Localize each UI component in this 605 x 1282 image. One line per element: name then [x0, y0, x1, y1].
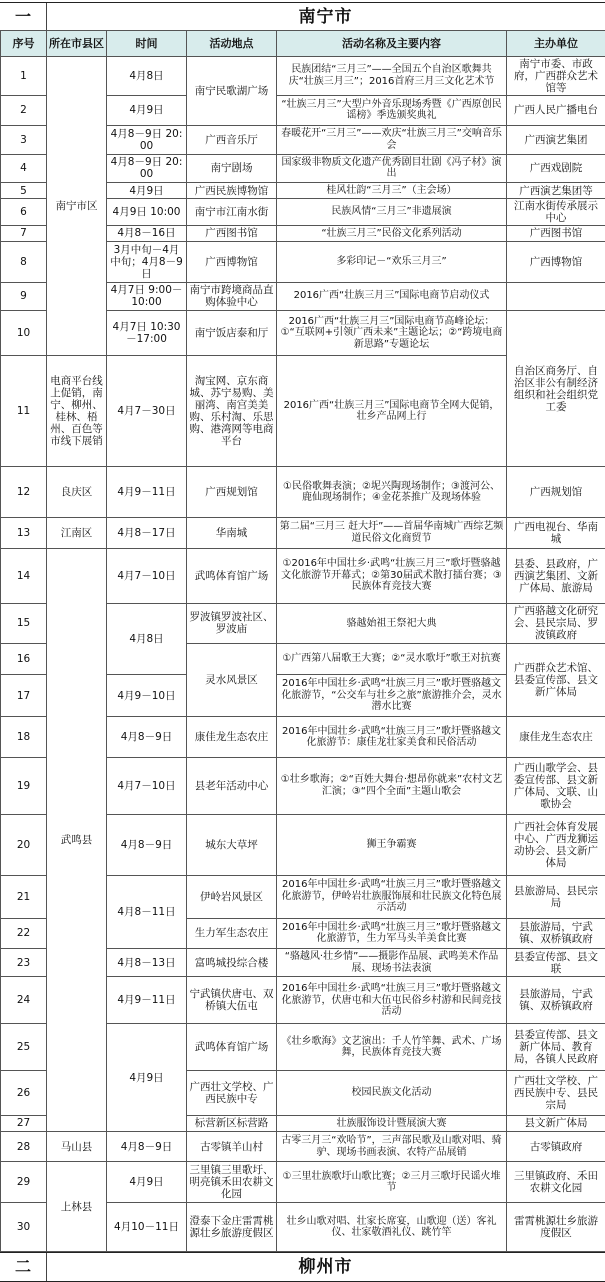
- row-place: 广西壮文学校、广西民族中专: [187, 1070, 277, 1115]
- row-organizer: 县旅游局、县民宗局: [507, 875, 605, 918]
- section-header-liuzhou: [0, 1252, 605, 1282]
- region-cell: 上林县: [47, 1162, 107, 1252]
- row-time: 4月8－17日: [107, 518, 187, 548]
- row-content: 《壮乡歌海》文艺演出：千人竹竿舞、武术、广场舞，民族体育竞技大赛: [277, 1024, 507, 1071]
- row-place: 广西民族博物馆: [187, 182, 277, 198]
- table-row: [1, 1131, 605, 1161]
- row-place: 宁武镇伏唐屯、双桥镇大伍屯: [187, 977, 277, 1024]
- row-id: 15: [1, 603, 47, 644]
- row-content: 校园民族文化活动: [277, 1070, 507, 1115]
- row-time: 4月7日 10:30－17:00: [107, 310, 187, 355]
- header-content: 活动名称及主要内容: [277, 31, 507, 57]
- row-organizer: 县文新广体局: [507, 1115, 605, 1131]
- section-city: 柳州市: [46, 1253, 605, 1281]
- row-id: 11: [1, 355, 47, 467]
- row-place: 南宁剧场: [187, 154, 277, 182]
- row-time: 4月8－13日: [107, 949, 187, 977]
- row-id: 21: [1, 875, 47, 918]
- row-content: 狮王争霸赛: [277, 814, 507, 875]
- region-cell: 武鸣县: [47, 548, 107, 1131]
- row-content: 2016年中国壮乡·武鸣“壮族三月三”歌圩暨骆越文化旅游节，“公交车与壮乡之旅”旅游推介会，灵水潜水比赛: [277, 674, 507, 717]
- row-time: 4月8－9日: [107, 814, 187, 875]
- row-organizer: 广西演艺集团等: [507, 182, 605, 198]
- row-time: 4月8日: [107, 603, 187, 674]
- row-organizer: 广西社会体育发展中心、广西龙狮运动协会、县文新广体局: [507, 814, 605, 875]
- row-id: 8: [1, 241, 47, 282]
- row-id: 25: [1, 1024, 47, 1071]
- row-id: 17: [1, 674, 47, 717]
- row-place: 古零镇羊山村: [187, 1131, 277, 1161]
- row-organizer: 广西人民广播电台: [507, 95, 605, 125]
- row-content: “壮族三月三”民俗文化系列活动: [277, 225, 507, 241]
- row-id: 12: [1, 467, 47, 518]
- row-content: 多彩印记－“欢乐三月三”: [277, 241, 507, 282]
- table-row: [1, 548, 605, 603]
- region-cell: 马山县: [47, 1131, 107, 1161]
- table-row: [1, 518, 605, 548]
- row-id: 29: [1, 1162, 47, 1203]
- row-place: 武鸣体育馆广场: [187, 1024, 277, 1071]
- row-id: 7: [1, 225, 47, 241]
- row-organizer: 古零镇政府: [507, 1131, 605, 1161]
- row-place: 南宁饭店泰和厅: [187, 310, 277, 355]
- row-place: 三里镇三里歌圩、明亮镇禾田农耕文化园: [187, 1162, 277, 1203]
- row-organizer: 广西演艺集团: [507, 126, 605, 154]
- row-time: 4月7－10日: [107, 548, 187, 603]
- header-organizer: 主办单位: [507, 31, 605, 57]
- row-place: 标营新区标营路: [187, 1115, 277, 1131]
- row-content: 第二届“三月三 赶大圩”——首届华南城广西综艺频道民俗文化商贸节: [277, 518, 507, 548]
- row-place: 罗波镇罗波社区、罗波庙: [187, 603, 277, 644]
- row-id: 18: [1, 717, 47, 758]
- row-id: 26: [1, 1070, 47, 1115]
- row-content: 2016年中国壮乡·武鸣“壮族三月三”歌圩暨骆越文化旅游节，伊岭岩壮族服饰展和壮民族文化特色展示活动: [277, 875, 507, 918]
- row-id: 2: [1, 95, 47, 125]
- section-number: 一: [0, 3, 47, 31]
- row-id: 6: [1, 199, 47, 225]
- row-id: 5: [1, 182, 47, 198]
- row-content: ①壮乡歌海；②“百姓大舞台·想昂你就来”农村文艺汇演；③“四个全面”主题山歌会: [277, 758, 507, 815]
- table-row: [1, 57, 605, 96]
- row-place: 武鸣体育馆广场: [187, 548, 277, 603]
- row-content: 民族团结“三月三”——全国五个自治区歌舞共庆“壮族三月三”；2016首府三月三文化艺术节: [277, 57, 507, 96]
- table-row: [1, 1162, 605, 1203]
- row-time: 4月8－9日 20:00: [107, 126, 187, 154]
- row-place: 淘宝网、京东商城、苏宁易购、美丽湾、南宫美美购、乐村淘、乐思购、港湾网等电商平台: [187, 355, 277, 467]
- table-header-row: [1, 31, 605, 57]
- row-id: 22: [1, 918, 47, 948]
- table-row: [1, 467, 605, 518]
- row-place: 城东大草坪: [187, 814, 277, 875]
- region-cell: 江南区: [47, 518, 107, 548]
- header-seq: 序号: [1, 31, 47, 57]
- row-organizer: 三里镇政府、禾田农耕文化园: [507, 1162, 605, 1203]
- section-header-nanning: [0, 2, 605, 32]
- row-content: 春暖花开“三月三”——欢庆“壮族三月三”交响音乐会: [277, 126, 507, 154]
- row-content: 2016广西“壮族三月三”国际电商节启动仪式: [277, 282, 507, 310]
- row-id: 4: [1, 154, 47, 182]
- row-time: 4月8－11日: [107, 875, 187, 948]
- row-time: 4月7日 9:00－10:00: [107, 282, 187, 310]
- row-time: 4月9日 10:00: [107, 199, 187, 225]
- row-organizer: 广西骆越文化研究会、县民宗局、罗波镇政府: [507, 603, 605, 644]
- region-cell: 电商平台线上促销，南宁、柳州、桂林、梧州、百色等市线下展销: [47, 355, 107, 467]
- row-id: 28: [1, 1131, 47, 1161]
- row-time: 4月9日: [107, 1162, 187, 1203]
- row-place: 灵水风景区: [187, 644, 277, 717]
- row-organizer: 广西电视台、华南城: [507, 518, 605, 548]
- row-content: 壮乡山歌对唱、壮家长席宴，山歌迎（送）客礼仪、壮家敬酒礼仪、跳竹竿: [277, 1203, 507, 1252]
- row-time: 4月9－11日: [107, 467, 187, 518]
- row-id: 24: [1, 977, 47, 1024]
- row-id: 3: [1, 126, 47, 154]
- row-time: 4月10－11日: [107, 1203, 187, 1252]
- row-content: 古零三月三“欢哈节”，三声部民歌及山歌对唱、骑驴、现场书画表演、农特产品展销: [277, 1131, 507, 1161]
- row-time: 3月中旬－4月中旬；4月8－9日: [107, 241, 187, 282]
- row-content: 2016年中国壮乡·武鸣“壮族三月三”歌圩暨骆越文化旅游节，伏唐屯和大伍屯民俗乡村游和民间竞技活动: [277, 977, 507, 1024]
- row-place: 广西博物馆: [187, 241, 277, 282]
- row-organizer: 广西群众艺术馆、县委宣传部、县文新广体局: [507, 644, 605, 717]
- row-place: 伊岭岩风景区: [187, 875, 277, 918]
- row-content: ①民俗歌舞表演；②坭兴陶现场制作；③渡河公、鹿仙现场制作；④金花茶推广及现场体验: [277, 467, 507, 518]
- row-organizer: 南宁市委、市政府，广西群众艺术馆等: [507, 57, 605, 96]
- row-place: 华南城: [187, 518, 277, 548]
- row-organizer: 江南水街传承展示中心: [507, 199, 605, 225]
- row-id: 14: [1, 548, 47, 603]
- row-place: 富鸣城投综合楼: [187, 949, 277, 977]
- row-time: 4月8－9日: [107, 1131, 187, 1161]
- row-time: 4月9－11日: [107, 977, 187, 1024]
- row-place: 康佳龙生态农庄: [187, 717, 277, 758]
- row-time: 4月8－16日: [107, 225, 187, 241]
- row-id: 27: [1, 1115, 47, 1131]
- row-time: 4月7－10日: [107, 758, 187, 815]
- row-content: ①广西第八届歌王大赛；②“灵水歌圩”歌王对抗赛: [277, 644, 507, 674]
- row-organizer: 县委宣传部、县文新广体局、教育局，各镇人民政府: [507, 1024, 605, 1071]
- row-content: 国家级非物质文化遗产优秀剧目壮剧《冯子材》演出: [277, 154, 507, 182]
- row-content: 2016广西“壮族三月三”国际电商节全网大促销，壮乡产品网上行: [277, 355, 507, 467]
- row-place: 生力军生态农庄: [187, 918, 277, 948]
- row-organizer: 县旅游局，宁武镇、双桥镇政府: [507, 918, 605, 948]
- header-region: 所在市县区: [47, 31, 107, 57]
- row-id: 9: [1, 282, 47, 310]
- row-time: 4月8－9日: [107, 717, 187, 758]
- row-content: 2016年中国壮乡·武鸣“壮族三月三”歌圩暨骆越文化旅游节：康佳龙壮家美食和民俗活动: [277, 717, 507, 758]
- row-organizer: 县旅游局，宁武镇、双桥镇政府: [507, 977, 605, 1024]
- row-organizer: [507, 282, 605, 310]
- row-place: 南宁市江南水街: [187, 199, 277, 225]
- row-time: 4月9－10日: [107, 674, 187, 717]
- header-place: 活动地点: [187, 31, 277, 57]
- row-organizer: 自治区商务厅、自治区非公有制经济组织和社会组织党工委: [507, 310, 605, 466]
- row-time: 4月7－30日: [107, 355, 187, 467]
- row-organizer: 广西山歌学会、县委宣传部、县文新广体局、文联、山歌协会: [507, 758, 605, 815]
- row-organizer: 县委、县政府，广西演艺集团、文新广体局、旅游局: [507, 548, 605, 603]
- section-number: 二: [0, 1253, 47, 1281]
- row-content: 桂风壮韵“三月三”（主会场）: [277, 182, 507, 198]
- row-id: 23: [1, 949, 47, 977]
- row-time: 4月9日: [107, 95, 187, 125]
- row-organizer: 广西博物馆: [507, 241, 605, 282]
- section-city: 南宁市: [46, 3, 605, 31]
- row-content: 壮族服饰设计暨展演大赛: [277, 1115, 507, 1131]
- row-content: 2016广西“壮族三月三”国际电商节高峰论坛：①“互联网+引领广西未来”主题论坛；②“跨境电商新思路”专题论坛: [277, 310, 507, 355]
- row-place: 南宁市跨境商品直购体验中心: [187, 282, 277, 310]
- row-organizer: 康佳龙生态农庄: [507, 717, 605, 758]
- region-cell: 良庆区: [47, 467, 107, 518]
- row-id: 30: [1, 1203, 47, 1252]
- row-content: “骆越风·壮乡情”——摄影作品展、武鸣美术作品展、现场书法表演: [277, 949, 507, 977]
- row-time: 4月8日: [107, 57, 187, 96]
- row-content: 2016年中国壮乡·武鸣“壮族三月三”歌圩暨骆越文化旅游节，生力军马头羊美食比赛: [277, 918, 507, 948]
- row-place: 县老年活动中心: [187, 758, 277, 815]
- row-time: 4月9日: [107, 1024, 187, 1132]
- row-organizer: 广西规划馆: [507, 467, 605, 518]
- row-id: 10: [1, 310, 47, 355]
- row-organizer: 县委宣传部、县文联: [507, 949, 605, 977]
- row-organizer: 雷霄桃源壮乡旅游度假区: [507, 1203, 605, 1252]
- activity-table: [0, 30, 605, 1252]
- row-id: 16: [1, 644, 47, 674]
- row-place: 澄泰下金庄雷霄桃源壮乡旅游度假区: [187, 1203, 277, 1252]
- row-organizer: 广西壮文学校、广西民族中专、县民宗局: [507, 1070, 605, 1115]
- row-place: 广西图书馆: [187, 225, 277, 241]
- row-place: 广西规划馆: [187, 467, 277, 518]
- row-id: 1: [1, 57, 47, 96]
- row-time: 4月8－9日 20:00: [107, 154, 187, 182]
- row-content: 骆越始祖王祭祀大典: [277, 603, 507, 644]
- row-id: 13: [1, 518, 47, 548]
- row-id: 19: [1, 758, 47, 815]
- row-content: “壮族三月三”大型户外音乐现场秀暨《广西原创民谣榜》季选颁奖典礼: [277, 95, 507, 125]
- row-place: 广西音乐厅: [187, 126, 277, 154]
- row-organizer: 广西图书馆: [507, 225, 605, 241]
- row-place: 南宁民歌湖广场: [187, 57, 277, 126]
- row-id: 20: [1, 814, 47, 875]
- row-content: 民族风情“三月三”非遗展演: [277, 199, 507, 225]
- row-content: ①2016年中国壮乡·武鸣“壮族三月三”歌圩暨骆越文化旅游节开幕式；②第30届武术散打擂台赛；③民族体育竞技大赛: [277, 548, 507, 603]
- region-cell: 南宁市区: [47, 57, 107, 356]
- row-content: ①三里壮族歌圩山歌比赛；②三月三歌圩民谣火堆节: [277, 1162, 507, 1203]
- row-organizer: 广西戏剧院: [507, 154, 605, 182]
- header-time: 时间: [107, 31, 187, 57]
- row-time: 4月9日: [107, 182, 187, 198]
